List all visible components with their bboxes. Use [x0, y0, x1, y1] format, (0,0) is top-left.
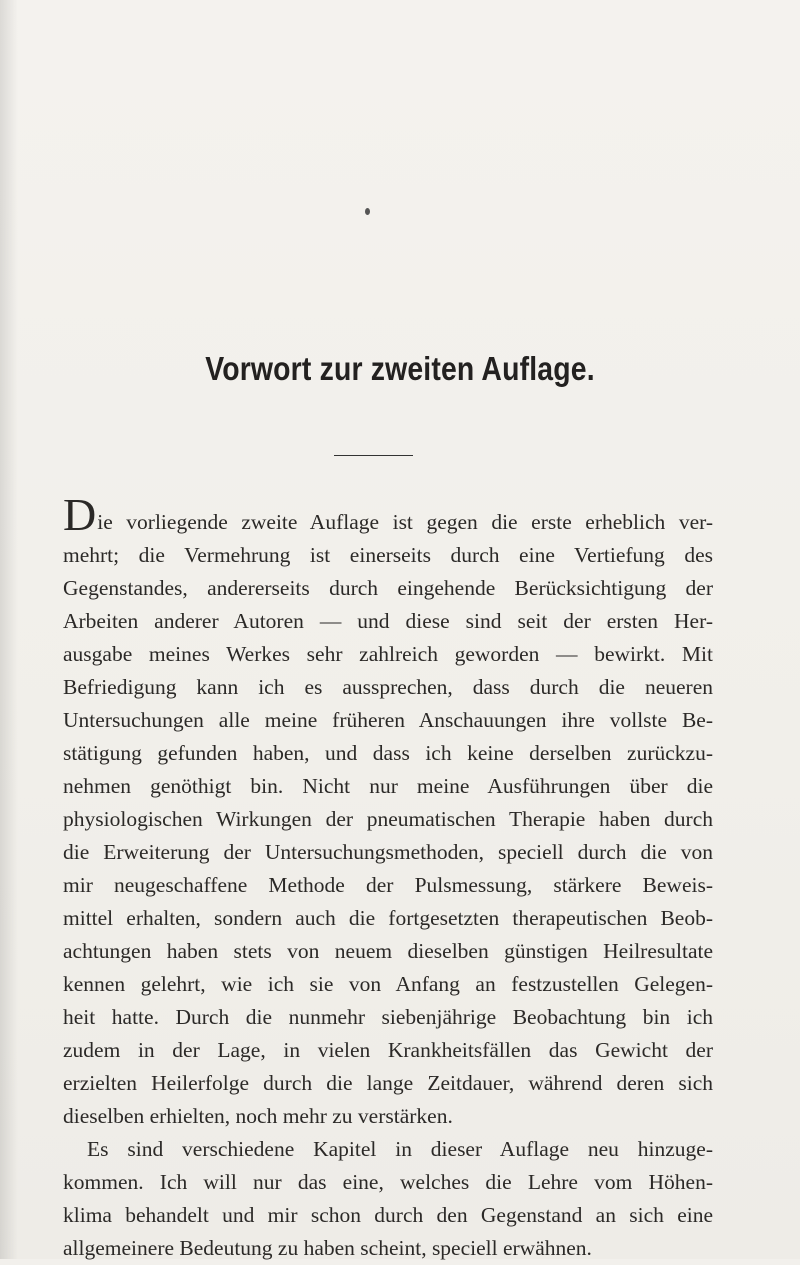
text-line: klima behandelt und mir schon durch den Gegenstand an sich eine — [63, 1203, 713, 1227]
drop-cap: D — [63, 489, 97, 540]
paragraph-2 — [63, 1133, 713, 1265]
body-text — [63, 489, 713, 1265]
text-line: mittel erhalten, sondern auch die fortgesetzten therapeutischen Beob- — [63, 906, 713, 930]
text-line: mehrt; die Vermehrung ist einerseits durch eine Vertiefung des — [63, 543, 713, 567]
text-line: Gegenstandes, andererseits durch eingehende Berücksichtigung der — [63, 576, 713, 600]
text-line: kennen gelehrt, wie ich sie von Anfang an festzustellen Gelegen- — [63, 972, 713, 996]
page-title: Vorwort zur zweiten Auflage. — [205, 350, 595, 387]
text-line: nehmen genöthigt bin. Nicht nur meine Ausführungen über die — [63, 774, 713, 798]
text-line: zudem in der Lage, in vielen Krankheitsfällen das Gewicht der — [63, 1038, 713, 1062]
text-line: stätigung gefunden haben, und dass ich keine derselben zurückzu- — [63, 741, 713, 765]
paragraph-1 — [63, 489, 713, 1133]
text-line: physiologischen Wirkungen der pneumatischen Therapie haben durch — [63, 807, 713, 831]
page-gutter-shadow — [0, 0, 18, 1259]
text-line: Es sind verschiedene Kapitel in dieser Auflage neu hinzuge- — [87, 1137, 713, 1161]
text-line: Arbeiten anderer Autoren — und diese sind seit der ersten Her- — [63, 609, 713, 633]
text-line: heit hatte. Durch die nunmehr siebenjährige Beobachtung bin ich — [63, 1005, 713, 1029]
text-line: Befriedigung kann ich es aussprechen, dass durch die neueren — [63, 675, 713, 699]
text-line: kommen. Ich will nur das eine, welches die Lehre vom Höhen- — [63, 1170, 713, 1194]
text-line: erzielten Heilerfolge durch die lange Zeitdauer, während deren sich — [63, 1071, 713, 1095]
text-line: allgemeinere Bedeutung zu haben scheint, speciell erwähnen. — [63, 1236, 592, 1260]
text-line: achtungen haben stets von neuem dieselben günstigen Heilresultate — [63, 939, 713, 963]
text-line: dieselben erhielten, noch mehr zu verstärken. — [63, 1104, 453, 1128]
text-line: ausgabe meines Werkes sehr zahlreich geworden — bewirkt. Mit — [63, 642, 713, 666]
text-line-content: ie vorliegende zweite Auflage ist gegen die erste erheblich ver- — [97, 510, 713, 534]
ink-speck — [365, 208, 370, 215]
text-line — [63, 489, 713, 540]
text-line: Untersuchungen alle meine früheren Anschauungen ihre vollste Be- — [63, 708, 713, 732]
text-line: mir neugeschaffene Methode der Pulsmessung, stärkere Beweis- — [63, 873, 713, 897]
text-line: die Erweiterung der Untersuchungsmethoden, speciell durch die von — [63, 840, 713, 864]
title-divider — [334, 455, 413, 456]
